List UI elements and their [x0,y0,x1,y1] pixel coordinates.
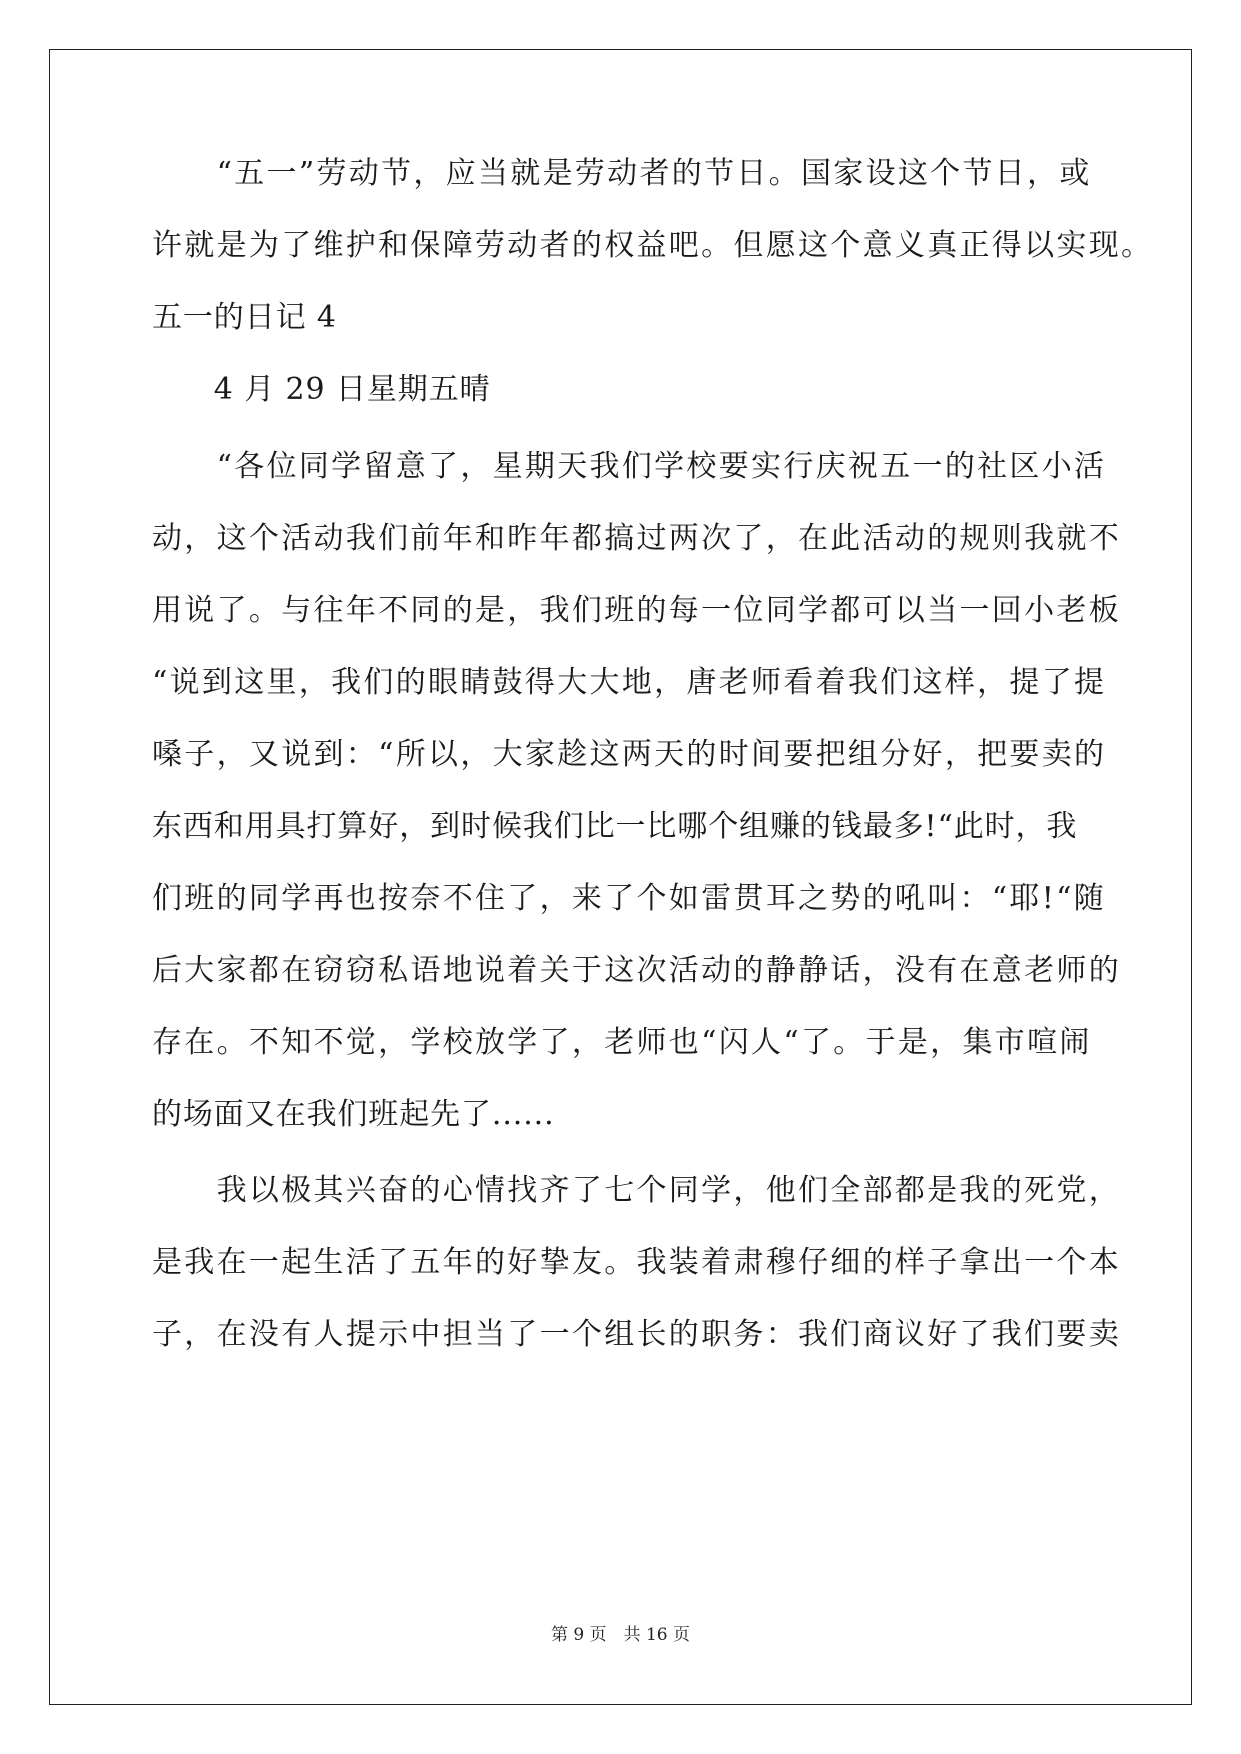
page-footer [0,1620,1241,1645]
body-line: 们班的同学再也按奈不住了，来了个如雷贯耳之势的吼叫：“耶!“随 [152,881,1107,916]
body-line: 许就是为了维护和保障劳动者的权益吧。但愿这个意义真正得以实现。 [152,228,1154,263]
body-line: 的场面又在我们班起先了...... [152,1097,555,1132]
page-number: 第 9 页 共 16 页 [550,1625,691,1645]
body-line: “五一”劳动节，应当就是劳动者的节日。国家设这个节日，或 [152,156,1092,191]
body-line: “说到这里，我们的眼睛鼓得大大地，唐老师看着我们这样，提了提 [152,665,1107,700]
body-line: 存在。不知不觉，学校放学了，老师也“闪人“了。于是，集市喧闹 [152,1025,1092,1060]
body-line: “各位同学留意了，星期天我们学校要实行庆祝五一的社区小活 [152,449,1107,484]
body-line: 东西和用具打算好，到时候我们比一比哪个组赚的钱最多!“此时，我 [152,809,1078,844]
body-line: 动，这个活动我们前年和昨年都搞过两次了，在此活动的规则我就不 [152,521,1121,556]
body-line: 我以极其兴奋的心情找齐了七个同学，他们全部都是我的死党， [152,1173,1121,1208]
section-heading: 五一的日记 4 [152,300,337,335]
body-line: 嗓子，又说到：“所以，大家趁这两天的时间要把组分好，把要卖的 [152,737,1107,772]
body-line: 用说了。与往年不同的是，我们班的每一位同学都可以当一回小老板 [152,593,1121,628]
body-line: 是我在一起生活了五年的好挚友。我装着肃穆仔细的样子拿出一个本 [152,1245,1121,1280]
body-line: 子，在没有人提示中担当了一个组长的职务：我们商议好了我们要卖 [152,1317,1121,1352]
body-line: 后大家都在窃窃私语地说着关于这次活动的静静话，没有在意老师的 [152,953,1121,988]
date-line: 4 月 29 日星期五晴 [152,372,491,407]
